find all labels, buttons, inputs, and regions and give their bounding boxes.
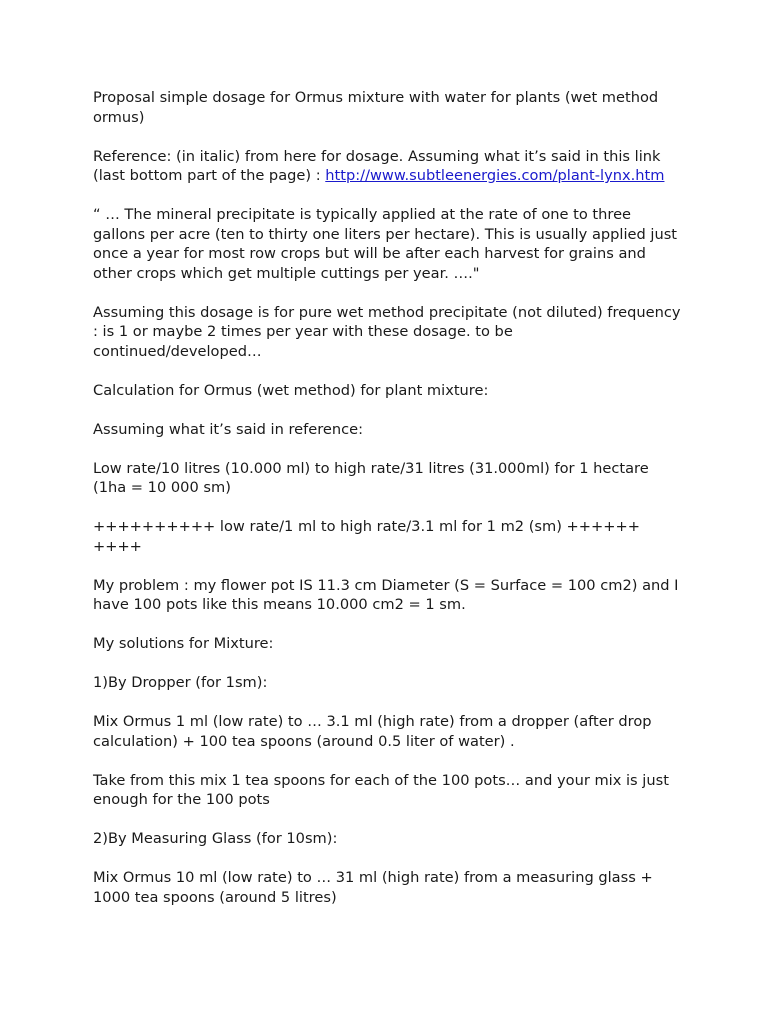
measuring-glass-heading: 2)By Measuring Glass (for 10sm):: [93, 830, 338, 847]
document-page: [93, 88, 683, 927]
assumption-paragraph: Assuming this dosage is for pure wet method precipitate (not diluted) frequency : is 1 or maybe 2 times per year with these dosage. to be continued/developed…: [93, 303, 681, 360]
solutions-heading: My solutions for Mixture:: [93, 635, 274, 652]
dropper-mix-paragraph: Mix Ormus 1 ml (low rate) to … 3.1 ml (high rate) from a dropper (after drop calculation) + 100 tea spoons (around 0.5 liter of water) .: [93, 713, 652, 750]
reference-link[interactable]: http://www.subtleenergies.com/plant-lynx.htm: [325, 167, 665, 184]
hectare-rate-paragraph: Low rate/10 litres (10.000 ml) to high rate/31 litres (31.000ml) for 1 hectare (1ha = 10 000 sm): [93, 459, 649, 496]
reference-text: Reference: (in italic) from here for dosage. Assuming what it’s said in this link (last bottom part of the page) :: [93, 147, 661, 184]
measuring-glass-mix-paragraph: Mix Ormus 10 ml (low rate) to … 31 ml (high rate) from a measuring glass + 1000 tea spoons (around 5 litres): [93, 869, 653, 906]
square-meter-rate-paragraph: ++++++++++ low rate/1 ml to high rate/3.1 ml for 1 m2 (sm) ++++++ ++++: [93, 518, 640, 555]
dropper-heading: 1)By Dropper (for 1sm):: [93, 674, 268, 691]
quote-paragraph: “ … The mineral precipitate is typically applied at the rate of one to three gallons per acre (ten to thirty one liters per hectare). This is usually applied just once a year for most row crops but will be after each harvest for grains and other crops which get multiple cuttings per year. ….": [93, 206, 678, 282]
reference-paragraph: [93, 147, 683, 186]
problem-paragraph: My problem : my flower pot IS 11.3 cm Diameter (S = Surface = 100 cm2) and I have 100 pots like this means 10.000 cm2 = 1 sm.: [93, 576, 679, 613]
calculation-heading: Calculation for Ormus (wet method) for plant mixture:: [93, 381, 489, 399]
dropper-usage-paragraph: Take from this mix 1 tea spoons for each of the 100 pots… and your mix is just enough for the 100 pots: [93, 771, 669, 808]
reference-assumption-paragraph: Assuming what it’s said in reference:: [93, 420, 364, 438]
document-title-paragraph: Proposal simple dosage for Ormus mixture with water for plants (wet method ormus): [93, 89, 659, 126]
